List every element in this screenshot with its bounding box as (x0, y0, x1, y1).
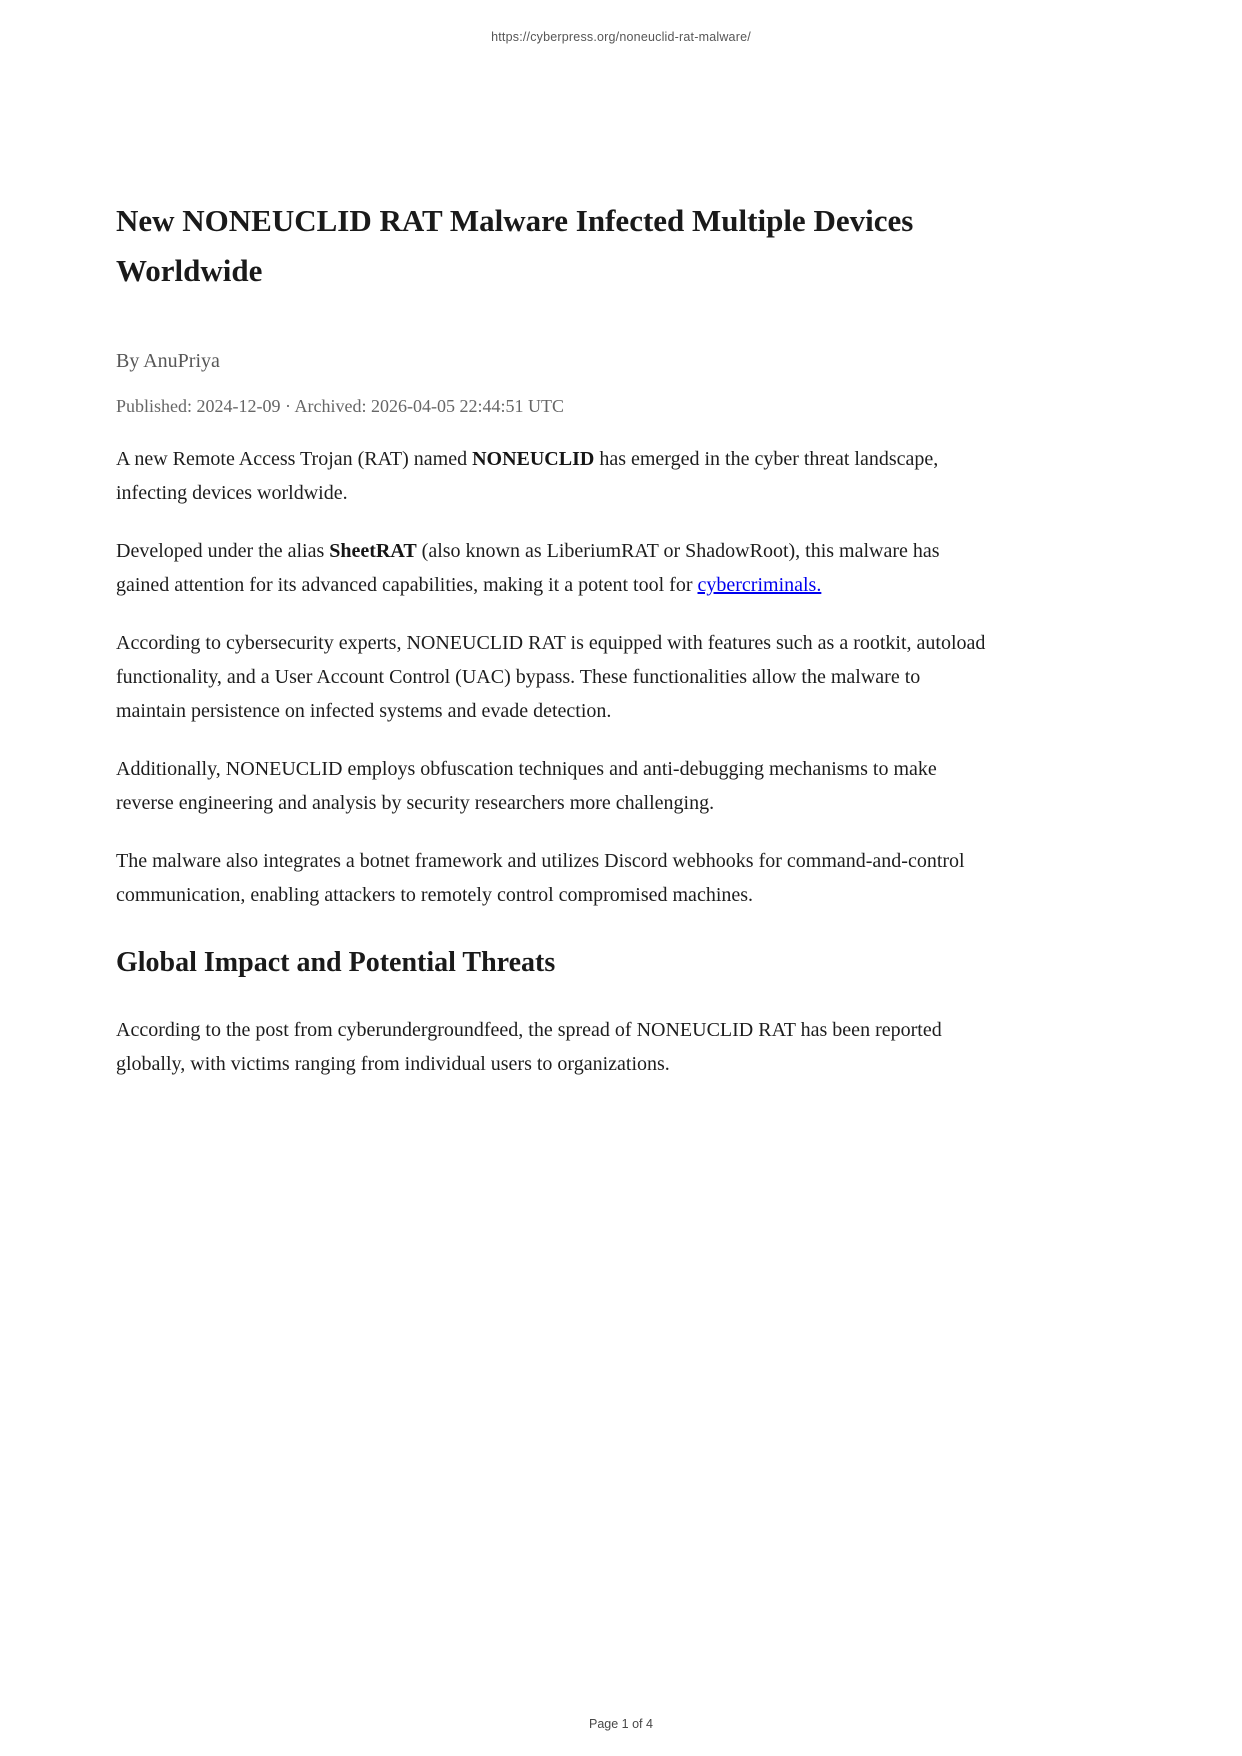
page-header-url: https://cyberpress.org/noneuclid-rat-malware/ (491, 30, 751, 44)
article-title: New NONEUCLID RAT Malware Infected Multiple Devices Worldwide (116, 203, 914, 288)
paragraph (116, 626, 992, 728)
page-footer: Page 1 of 4 (589, 1717, 653, 1731)
body-text: has emerged in the cyber threat landscape, infecting devices worldwide. (116, 448, 939, 504)
body-text: According to cybersecurity experts, NONEUCLID RAT is equipped with features such as a rootkit, autoload functionality, and a User Account Control (UAC) bypass. These functionalities allow the malware to maintain persistence on infected systems and evade detection. (116, 632, 986, 722)
section-heading: Global Impact and Potential Threats (116, 947, 556, 978)
body-text: Developed under the alias (116, 540, 330, 562)
article-meta: Published: 2024-12-09 · Archived: 2026-04-05 22:44:51 UTC (116, 396, 564, 416)
paragraph (116, 534, 992, 602)
body-text: The malware also integrates a botnet framework and utilizes Discord webhooks for command-and-control communication, enabling attackers to remotely control compromised machines. (116, 850, 965, 906)
body-text: According to the post from cyberundergroundfeed, the spread of NONEUCLID RAT has been reported globally, with victims ranging from individual users to organizations. (116, 1019, 942, 1075)
article (116, 196, 992, 1081)
paragraph (116, 752, 992, 820)
article-body (116, 442, 992, 1081)
article-byline: By AnuPriya (116, 350, 220, 372)
body-text: (also known as LiberiumRAT or ShadowRoot), this malware has gained attention for its advanced capabilities, making it a potent tool for (116, 540, 940, 596)
bold-text: NONEUCLID (472, 448, 595, 470)
paragraph (116, 442, 992, 510)
body-text: A new Remote Access Trojan (RAT) named (116, 448, 473, 470)
bold-text: SheetRAT (329, 540, 417, 562)
body-text: Additionally, NONEUCLID employs obfuscation techniques and anti-debugging mechanisms to make reverse engineering and analysis by security researchers more challenging. (116, 758, 937, 814)
paragraph (116, 1013, 992, 1081)
paragraph (116, 844, 992, 912)
cybercriminals-link[interactable]: cybercriminals. (697, 574, 822, 596)
